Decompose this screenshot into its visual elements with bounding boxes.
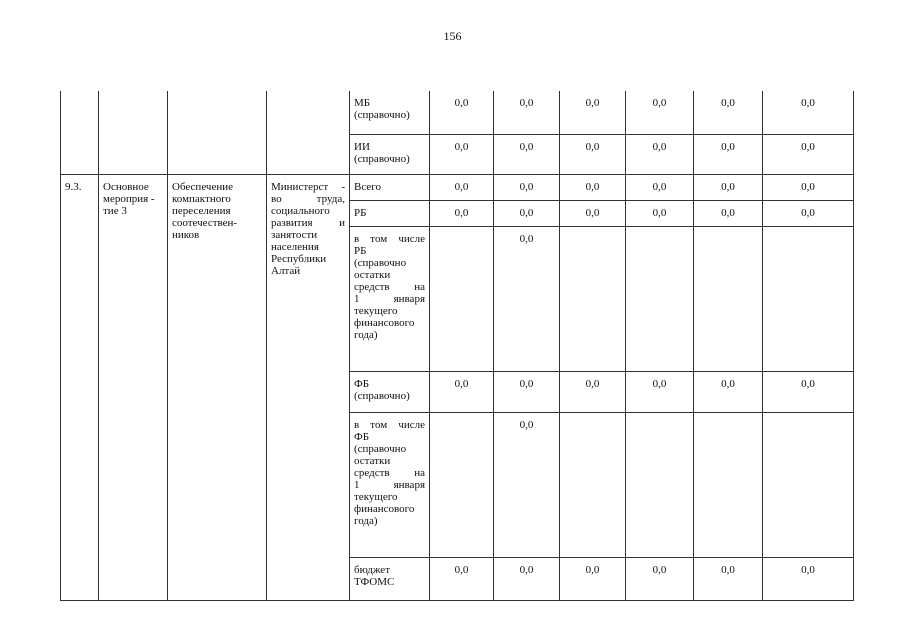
item-number: 9.3.	[61, 174, 99, 600]
table-row	[61, 91, 854, 134]
cell-text-line: ИИ	[354, 140, 370, 153]
value-cell: 0,0	[494, 91, 560, 134]
value-cell	[430, 412, 494, 557]
cell-text-line: (справочно)	[354, 152, 410, 165]
empty-cell	[99, 91, 168, 174]
cell-text-line: финансового	[354, 316, 415, 329]
cell-text-line: мероприя -	[103, 192, 155, 205]
value-cell: 0,0	[626, 91, 694, 134]
value-cell: 0,0	[494, 174, 560, 200]
value-cell: 0,0	[626, 174, 694, 200]
empty-cell	[168, 91, 267, 174]
value-cell: 0,0	[430, 134, 494, 174]
value-cell: 0,0	[694, 174, 763, 200]
cell-text-line: (справочно	[354, 256, 407, 269]
cell-text-line: текущего	[354, 304, 398, 317]
value-cell: 0,0	[430, 557, 494, 600]
cell-text-line: переселения	[172, 204, 231, 217]
funding-source	[350, 91, 430, 134]
cell-text-line: ТФОМС	[354, 575, 395, 588]
cell-text-line: средств на	[354, 280, 425, 293]
value-cell: 0,0	[430, 174, 494, 200]
value-cell: 0,0	[560, 134, 626, 174]
cell-text-line: развития и	[271, 216, 345, 229]
empty-cell	[267, 91, 350, 174]
cell-text-line: Министерст -	[271, 180, 345, 193]
empty-cell	[61, 91, 99, 174]
value-cell: 0,0	[626, 371, 694, 412]
cell-text-line: (справочно)	[354, 109, 410, 121]
value-cell: 0,0	[494, 200, 560, 226]
value-cell	[694, 412, 763, 557]
cell-text-line: в том числе	[354, 418, 425, 431]
cell-text-line: Республики	[271, 252, 327, 265]
value-cell: 0,0	[763, 174, 854, 200]
cell-text-line: финансового	[354, 502, 415, 515]
table-row	[61, 174, 854, 200]
cell-text-line: во труда,	[271, 192, 345, 205]
value-cell: 0,0	[626, 200, 694, 226]
value-cell: 0,0	[560, 174, 626, 200]
cell-text-line: соотечествен-	[172, 216, 238, 229]
value-cell	[560, 412, 626, 557]
budget-table	[60, 91, 854, 601]
cell-text-line: 1 января	[354, 292, 425, 305]
value-cell: 0,0	[494, 557, 560, 600]
cell-text-line: в том числе	[354, 232, 425, 245]
value-cell: 0,0	[763, 200, 854, 226]
cell-text-line: 1 января	[354, 478, 425, 491]
value-cell: 0,0	[430, 91, 494, 134]
value-cell: 0,0	[430, 371, 494, 412]
cell-text-line: остатки	[354, 268, 391, 281]
funding-source	[350, 200, 430, 226]
cell-text-line: занятости	[271, 228, 318, 241]
cell-text-line: ФБ	[354, 377, 370, 390]
value-cell: 0,0	[763, 371, 854, 412]
value-cell: 0,0	[763, 557, 854, 600]
value-cell: 0,0	[694, 200, 763, 226]
value-cell: 0,0	[494, 412, 560, 557]
value-cell: 0,0	[430, 200, 494, 226]
value-cell	[626, 412, 694, 557]
cell-text-line: текущего	[354, 490, 398, 503]
value-cell: 0,0	[560, 200, 626, 226]
cell-text-line: остатки	[354, 454, 391, 467]
item-description	[168, 174, 267, 600]
cell-text-line: Обеспечение	[172, 180, 233, 193]
cell-text-line: (справочно)	[354, 389, 410, 402]
value-cell: 0,0	[694, 134, 763, 174]
cell-text-line: Алтай	[271, 264, 301, 277]
value-cell: 0,0	[763, 91, 854, 134]
cell-text-line: года)	[354, 328, 378, 341]
value-cell: 0,0	[694, 557, 763, 600]
funding-source	[350, 557, 430, 600]
cell-text-line: социального	[271, 204, 330, 217]
cell-text-line: бюджет	[354, 563, 390, 576]
value-cell	[763, 412, 854, 557]
funding-source	[350, 174, 430, 200]
item-executor	[267, 174, 350, 600]
value-cell: 0,0	[494, 371, 560, 412]
funding-source	[350, 134, 430, 174]
value-cell	[763, 226, 854, 371]
cell-text-line: тие 3	[103, 204, 127, 217]
value-cell: 0,0	[560, 91, 626, 134]
funding-source	[350, 412, 430, 557]
cell-text-line: населения	[271, 240, 319, 253]
cell-text-line: Всего	[354, 180, 381, 193]
cell-text-line: ников	[172, 228, 200, 241]
value-cell: 0,0	[494, 134, 560, 174]
cell-text-line: РБ	[354, 244, 367, 257]
value-cell: 0,0	[494, 226, 560, 371]
funding-source	[350, 226, 430, 371]
value-cell	[626, 226, 694, 371]
value-cell: 0,0	[560, 371, 626, 412]
cell-text-line: Основное	[103, 180, 149, 193]
value-cell: 0,0	[626, 134, 694, 174]
value-cell	[694, 226, 763, 371]
cell-text-line: ФБ	[354, 430, 370, 443]
cell-text-line: компактного	[172, 192, 231, 205]
value-cell	[430, 226, 494, 371]
value-cell	[560, 226, 626, 371]
page-number: 156	[443, 29, 462, 43]
value-cell: 0,0	[763, 134, 854, 174]
value-cell: 0,0	[626, 557, 694, 600]
value-cell: 0,0	[694, 371, 763, 412]
cell-text-line: РБ	[354, 206, 367, 219]
cell-text-line: года)	[354, 514, 378, 527]
item-name	[99, 174, 168, 600]
value-cell: 0,0	[694, 91, 763, 134]
value-cell: 0,0	[560, 557, 626, 600]
funding-source	[350, 371, 430, 412]
cell-text-line: средств на	[354, 466, 425, 479]
cell-text-line: (справочно	[354, 442, 407, 455]
cell-text-line: МБ	[354, 97, 371, 109]
